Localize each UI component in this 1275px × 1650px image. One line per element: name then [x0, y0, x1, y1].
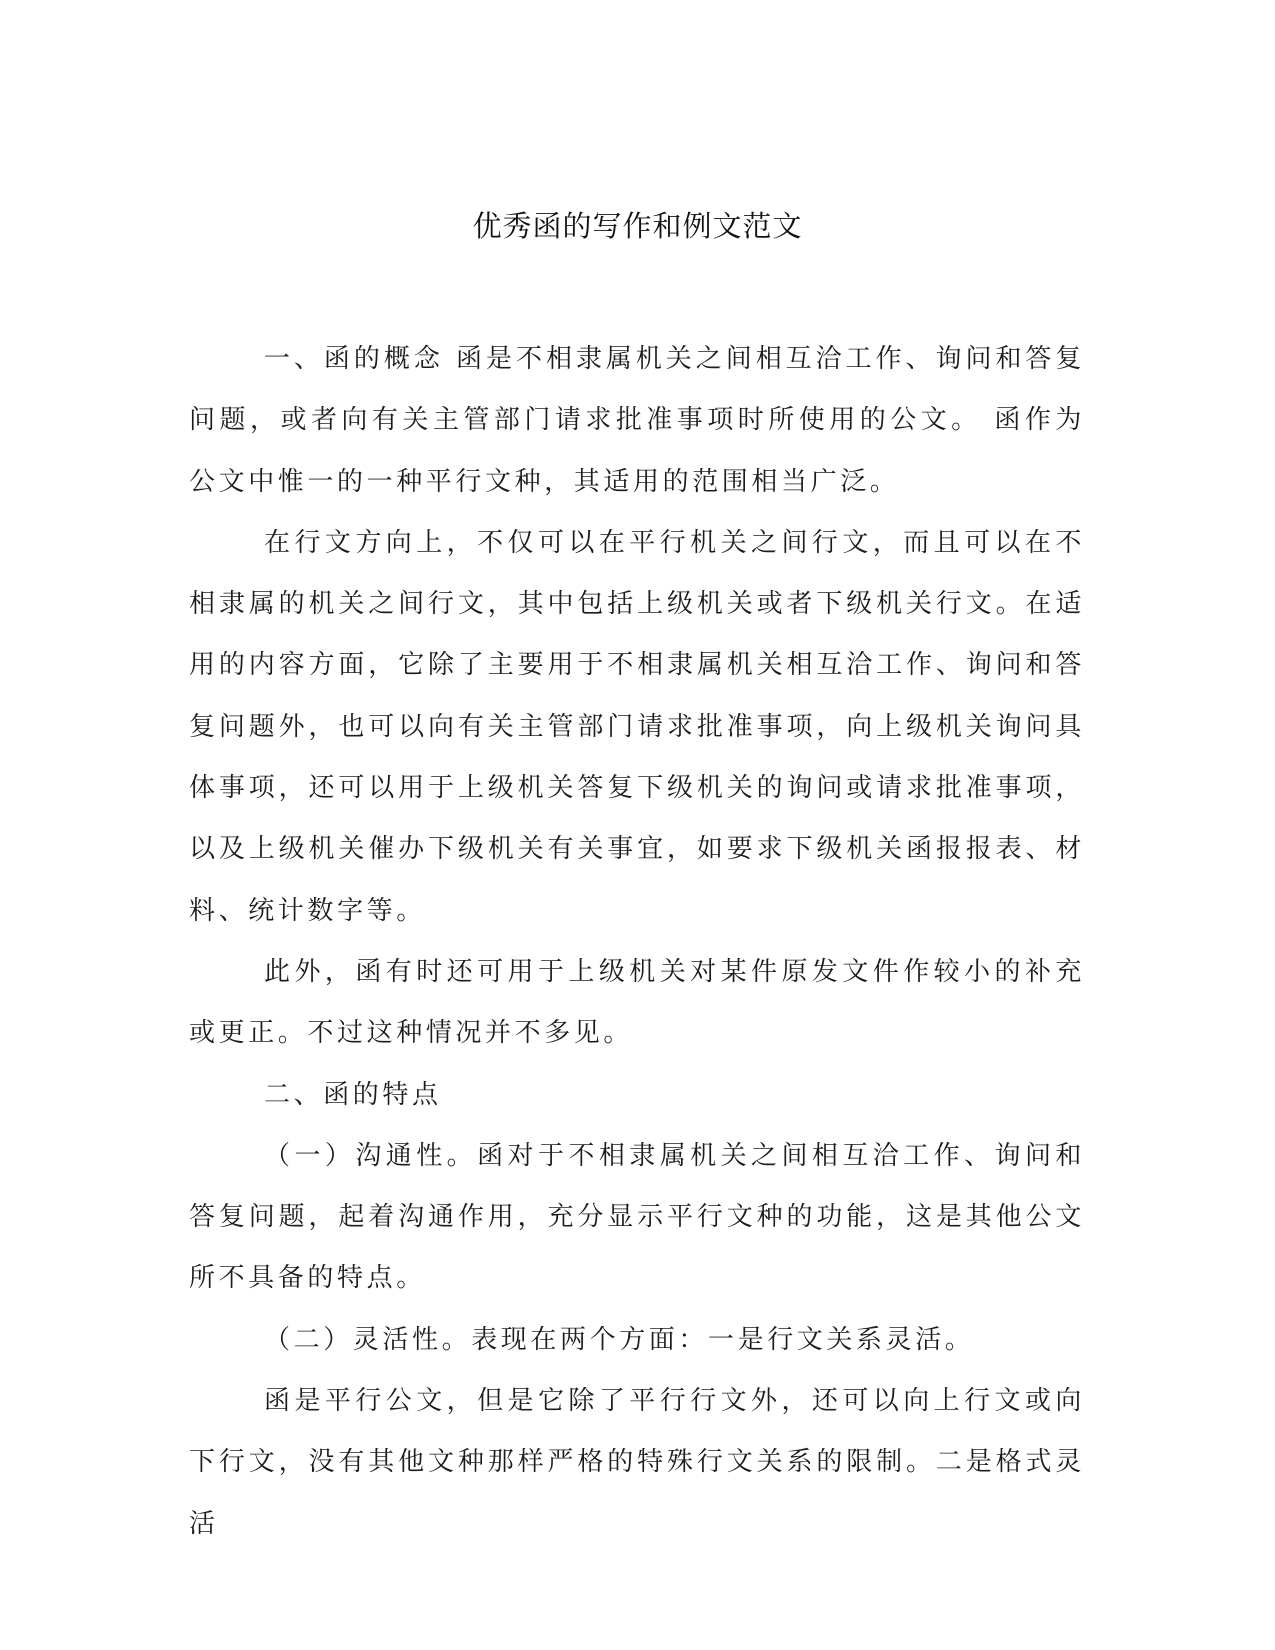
paragraph-direction: 在行文方向上，不仅可以在平行机关之间行文，而且可以在不相隶属的机关之间行文，其中包括上级机关或者下级机关行文。在适用的内容方面，它除了主要用于不相隶属机关相互洽工作、询问和答复问题外，也可以向有关主管部门请求批准事项，向上级机关询问具体事项，还可以用于上级机关答复下级机关的询问或请求批准事项，以及上级机关催办下级机关有关事宜，如要求下级机关函报报表、材料、统计数字等。 — [189, 527, 1085, 926]
paragraph-supplement: 此外，函有时还可用于上级机关对某件原发文件作较小的补充或更正。不过这种情况并不多见。 — [189, 956, 1085, 1049]
document-title: 优秀函的写作和例文范文 — [472, 209, 803, 243]
paragraph-concept: 一、函的概念 函是不相隶属机关之间相互洽工作、询问和答复问题，或者向有关主管部门请求批准事项时所使用的公文。 函作为公文中惟一的一种平行文种，其适用的范围相当广泛。 — [189, 344, 1085, 497]
paragraph-flexibility: （二）灵活性。表现在两个方面：一是行文关系灵活。 — [264, 1324, 975, 1355]
paragraph-communication: （一）沟通性。函对于不相隶属机关之间相互洽工作、询问和答复问题，起着沟通作用，充分显示平行文种的功能，这是其他公文所不具备的特点。 — [189, 1140, 1085, 1294]
paragraph-parallel-document: 函是平行公文，但是它除了平行行文外，还可以向上行文或向下行文，没有其他文种那样严格的特殊行文关系的限制。二是格式灵活 — [189, 1386, 1085, 1539]
section-heading-features: 二、函的特点 — [264, 1079, 442, 1110]
document-body — [189, 329, 1085, 1555]
